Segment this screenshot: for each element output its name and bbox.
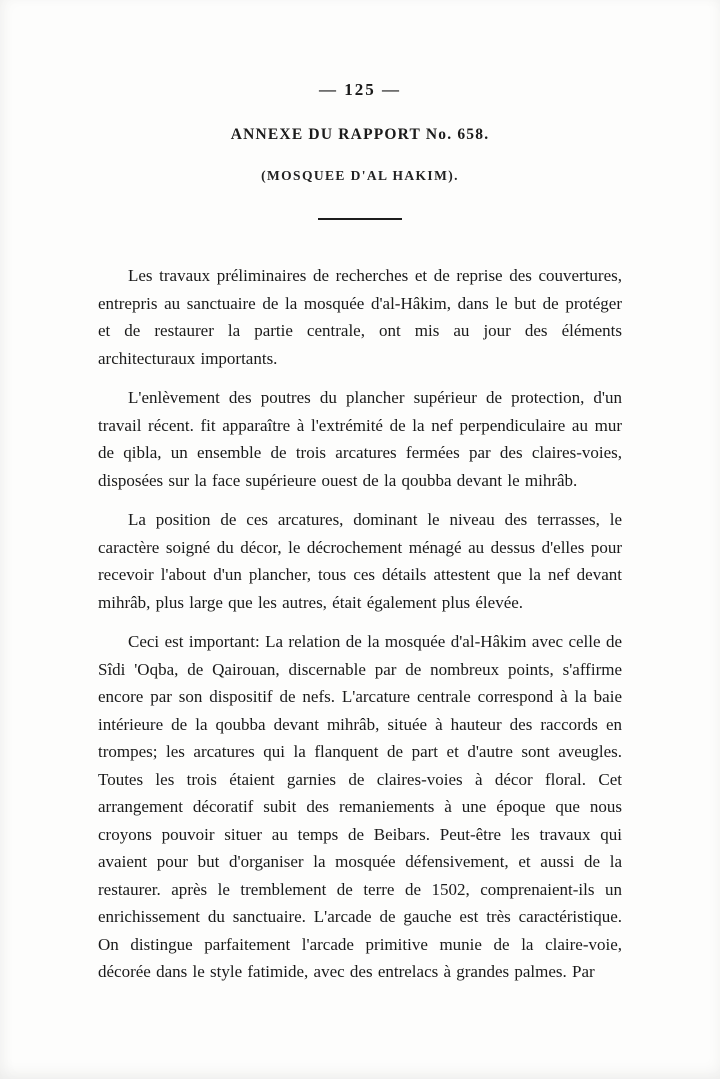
- paragraph-2: L'enlèvement des poutres du plancher supérieur de protection, d'un travail récent. fit apparaître à l'extrémité de la nef perpendiculaire au mur de qibla, un ensemble de trois arcatures fermées par des claires-voies, disposées sur la face supérieure ouest de la qoubba devant le mihrâb.: [98, 388, 622, 490]
- divider-rule: [318, 218, 402, 220]
- paragraph-1: Les travaux préliminaires de recherches et de reprise des couvertures, entrepris au sanctuaire de la mosquée d'al-Hâkim, dans le but de protéger et de restaurer la partie centrale, ont mis au jour des éléments architecturaux importants.: [98, 266, 622, 368]
- paragraph-4: Ceci est important: La relation de la mosquée d'al-Hâkim avec celle de Sîdi 'Oqba, de Qairouan, discernable par de nombreux points, s'affirme encore par son dispositif de nefs. L'arcature centrale correspond à la baie intérieure de la qoubba devant mihrâb, située à hauteur des raccords en trompes; les arcatures qui la flanquent de part et d'autre sont aveugles. Toutes les trois étaient garnies de claires-voies à décor floral. Cet arrangement décoratif subit des remaniements à une époque que nous croyons pouvoir situer au temps de Beibars. Peut-être les travaux qui avaient pour but d'organiser la mosquée défensivement, et aussi de la restaurer. après le tremblement de terre de 1502, comprenaient-ils un enrichissement du sanctuaire. L'arcade de gauche est très caractéristique. On distingue parfaitement l'arcade primitive munie de la claire-voie, décorée dans le style fatimide, avec des entrelacs à grandes palmes. Par: [98, 632, 622, 981]
- page-number: — 125 —: [319, 80, 401, 99]
- body-text: [98, 262, 622, 986]
- report-subtitle: (MOSQUEE D'AL HAKIM).: [261, 168, 459, 183]
- paragraph-3: La position de ces arcatures, dominant le niveau des terrasses, le caractère soigné du décor, le décrochement ménagé au dessus d'elles pour recevoir l'about d'un plancher, tous ces détails attestent que la nef devant mihrâb, plus large que les autres, était également plus élevée.: [98, 510, 622, 612]
- report-title: ANNEXE DU RAPPORT No. 658.: [230, 126, 490, 143]
